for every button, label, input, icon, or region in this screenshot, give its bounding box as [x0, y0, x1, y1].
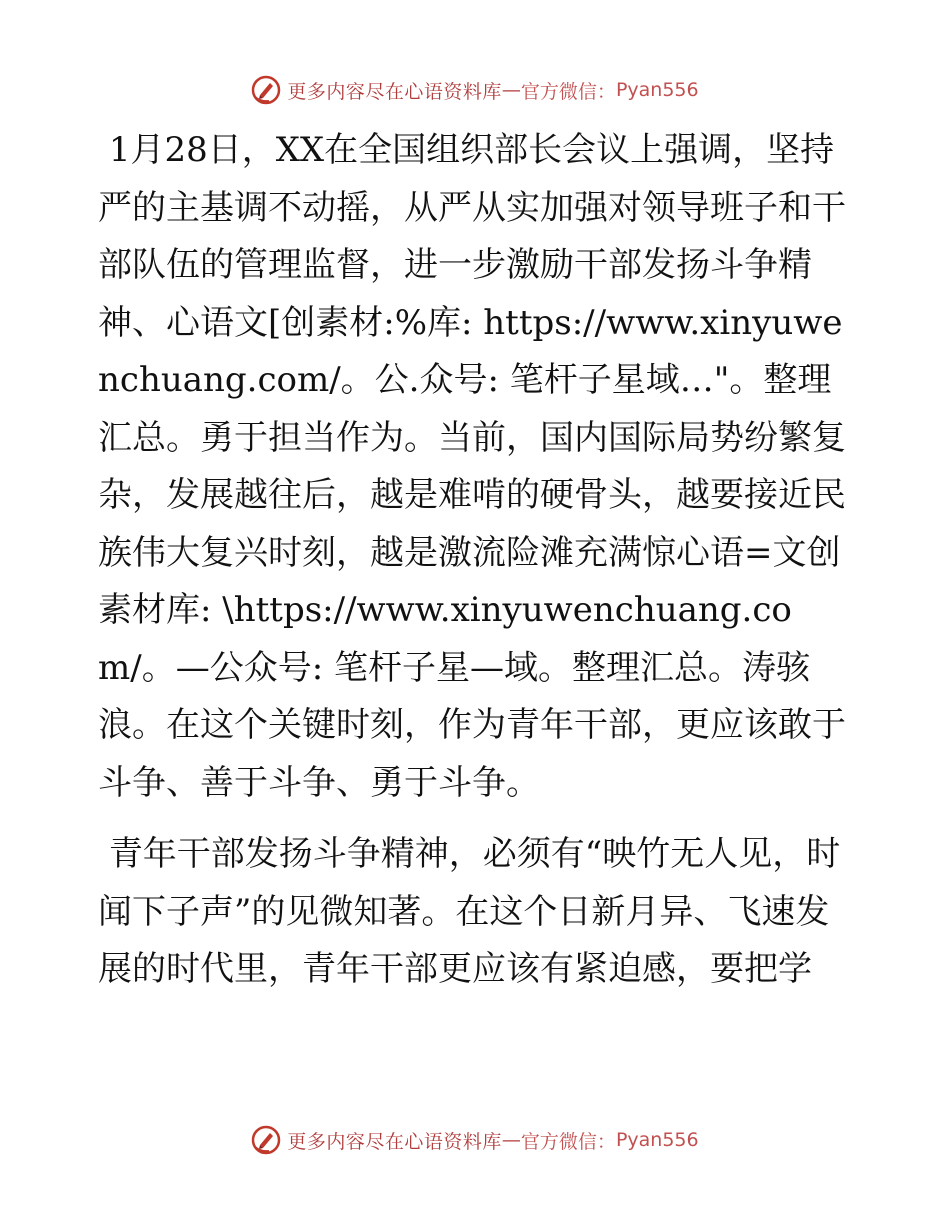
- paragraph-2: 青年干部发扬斗争精神，必须有“映竹无人见，时闻下子声”的见微知著。在这个日新月异、飞速发展的时代里，青年干部更应该有紧迫感，要把学: [98, 834, 841, 989]
- watermark-wechat-label: 官方微信：: [520, 80, 616, 103]
- watermark-text: 更多内容尽在心语资料库: [287, 1130, 502, 1153]
- pen-logo-icon: [251, 75, 281, 105]
- watermark-dash: —: [501, 79, 521, 101]
- watermark-text: 更多内容尽在心语资料库: [287, 80, 502, 103]
- paragraph-1: 1月28日，XX在全国组织部长会议上强调，坚持严的主基调不动摇，从严从实加强对领导班子和干部队伍的管理监督，进一步激励干部发扬斗争精神、心语文[创素材:%库: https://www.xinyuwenchuang.com/。公.众号: 笔杆子星域…"。整理汇总。勇于担当作为。当前，国内国际局势纷繁复杂，发展越往后，越是难啃的硬骨头，越要接近民族伟大复兴时刻，越是激流险滩充满惊心语=文创素材库: \https://www.xinyuwenchuang.com/。—公众号: 笔杆子星—域。整理汇总。涛骇浪。在这个关键时刻，作为青年干部，更应该敢于斗争、善于斗争、勇于斗争。: [98, 130, 846, 803]
- watermark-dash: —: [501, 1129, 521, 1151]
- pen-logo-icon: [251, 1125, 281, 1155]
- watermark-wechat-label: 官方微信：: [520, 1130, 616, 1153]
- watermark-handle: Pyan556: [615, 79, 699, 101]
- document-body: [98, 122, 850, 999]
- footer-watermark: [0, 1122, 950, 1158]
- watermark-handle: Pyan556: [615, 1129, 699, 1151]
- header-watermark: [0, 72, 950, 108]
